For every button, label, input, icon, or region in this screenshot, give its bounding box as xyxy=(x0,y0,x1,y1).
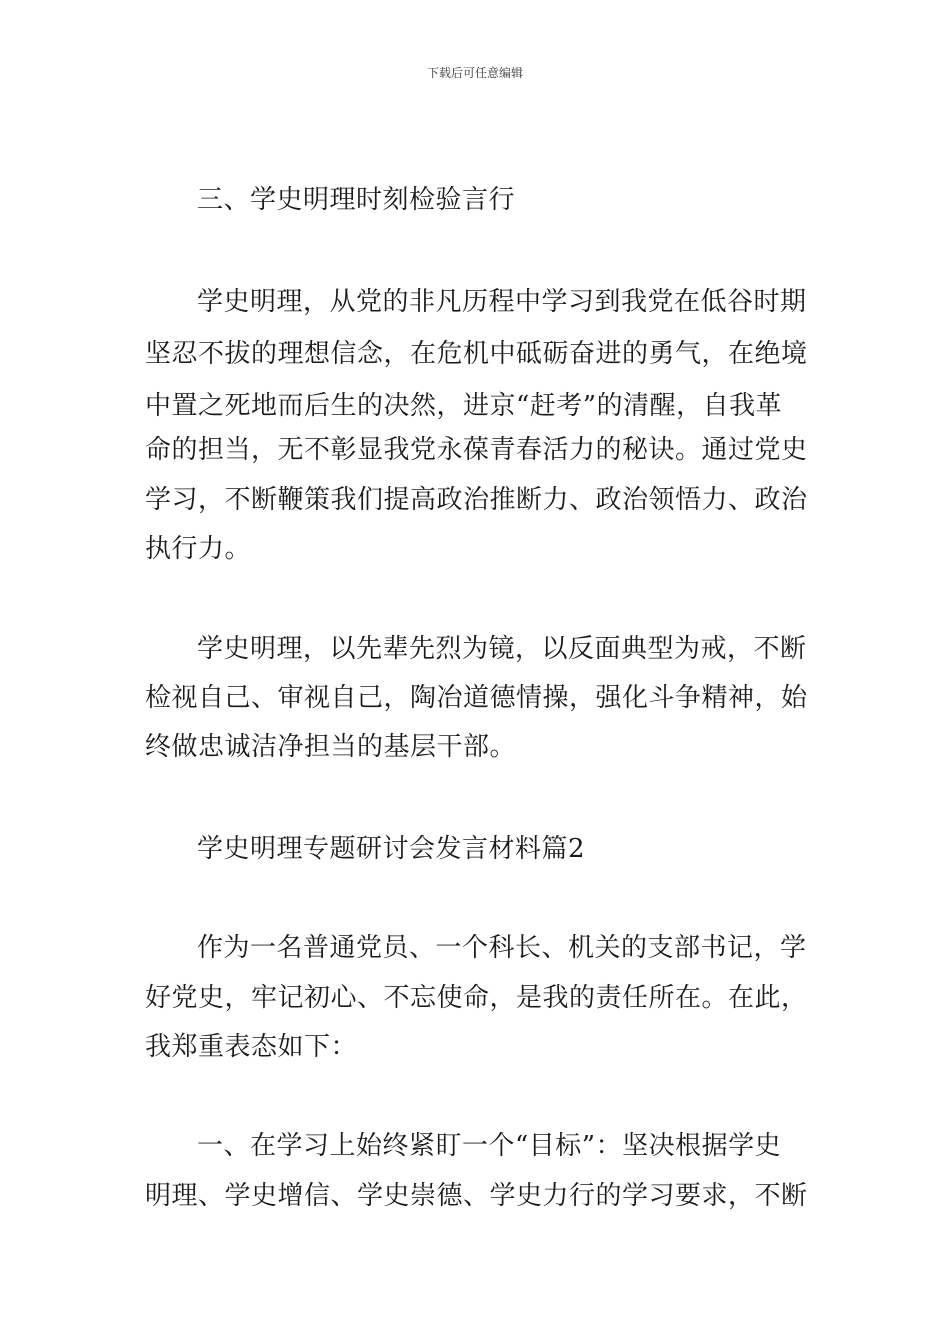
text-line: 终做忠诚洁净担当的基层干部。 xyxy=(145,732,517,762)
text-line: 中置之死地而后生的决然，进京“赶考”的清醒，自我革 xyxy=(145,391,783,421)
text-line: 学习，不断鞭策我们提高政治推断力、政治领悟力、政治 xyxy=(145,485,808,515)
text-line: 执行力。 xyxy=(145,534,252,564)
text-line: 作为一名普通党员、一个科长、机关的支部书记，学 xyxy=(197,933,807,963)
text-line: 一、在学习上始终紧盯一个“目标”：坚决根据学史 xyxy=(197,1131,782,1161)
article-title: 学史明理专题研讨会发言材料篇2 xyxy=(197,834,586,864)
text-line: 命的担当，无不彰显我党永葆青春活力的秘诀。通过党史 xyxy=(145,435,808,465)
text-line: 好党史，牢记初心、不忘使命，是我的责任所在。在此， xyxy=(145,983,808,1013)
text-line: 坚忍不拔的理想信念，在危机中砥砺奋进的勇气，在绝境 xyxy=(145,339,808,369)
text-line: 学史明理，以先辈先烈为镜，以反面典型为戒，不断 xyxy=(197,634,807,664)
text-line: 我郑重表态如下： xyxy=(145,1032,358,1062)
page-header: 下载后可任意编辑 xyxy=(426,66,523,80)
text-line: 学史明理，从党的非凡历程中学习到我党在低谷时期 xyxy=(197,287,807,317)
text-line: 明理、学史增信、学史崇德、学史力行的学习要求，不断 xyxy=(145,1181,808,1211)
text-line: 检视自己、审视自己，陶冶道德情操，强化斗争精神，始 xyxy=(145,683,808,713)
section-heading: 三、学史明理时刻检验言行 xyxy=(197,185,516,215)
